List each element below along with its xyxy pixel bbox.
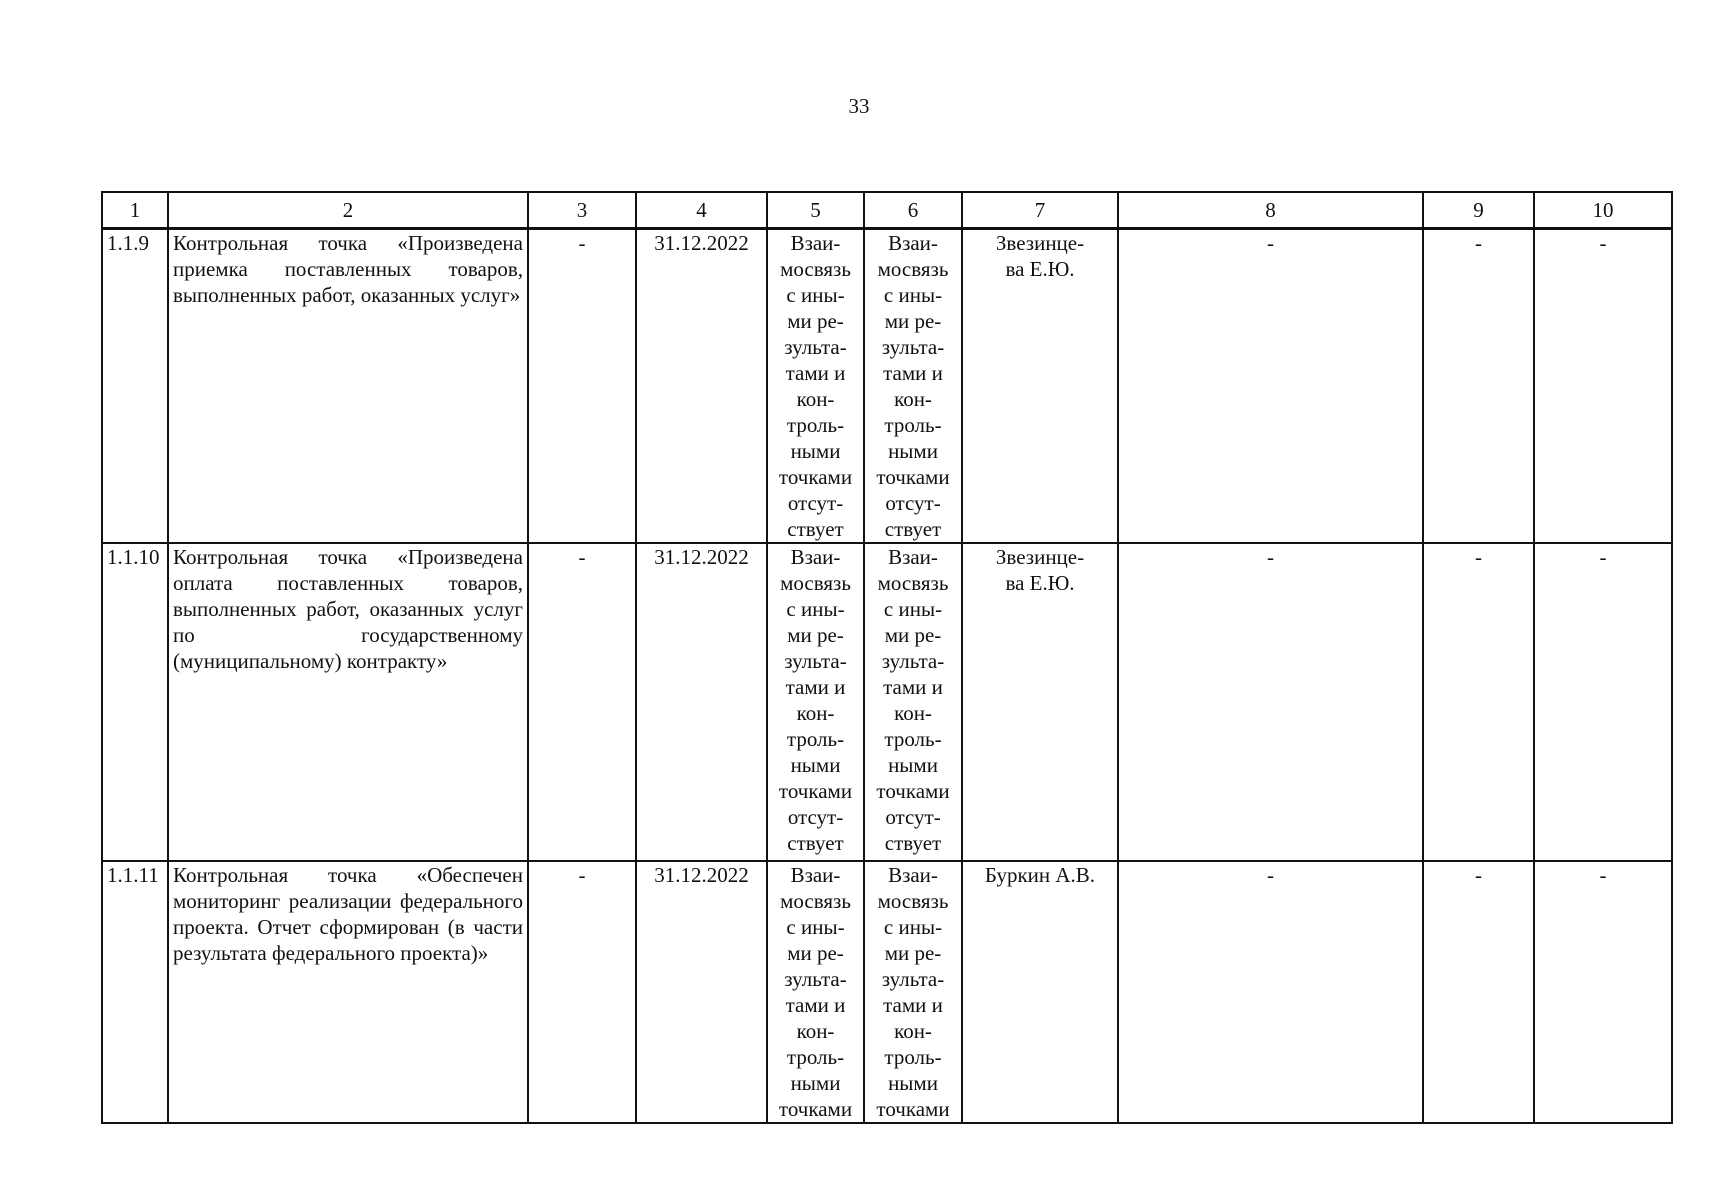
col10-value: - (1534, 861, 1672, 1123)
col8-value: - (1118, 861, 1423, 1123)
relation-line: кон- (796, 387, 835, 411)
relation-line: ствует (787, 517, 844, 541)
relation-line: троль- (884, 1045, 942, 1069)
relation-line: мосвязь (877, 889, 949, 913)
relation-cell-col5 (767, 229, 864, 544)
relation-line: ми ре- (884, 309, 942, 333)
responsible-line: Буркин А.В. (984, 863, 1096, 887)
relation-line: с ины- (786, 283, 845, 307)
relation-line: тами и (883, 993, 943, 1017)
header-col-4: 4 (636, 192, 767, 229)
relation-line: тами и (883, 675, 943, 699)
header-col-3: 3 (528, 192, 636, 229)
relation-line: Взаи- (888, 545, 938, 569)
relation-line: ствует (884, 831, 942, 855)
relation-line: кон- (796, 701, 835, 725)
relation-line: ми ре- (787, 941, 844, 965)
relation-line: тами и (785, 993, 846, 1017)
header-row (102, 192, 1672, 229)
relation-line: ными (790, 753, 841, 777)
relation-line: с ины- (786, 915, 845, 939)
table-row (102, 229, 1672, 544)
relation-cell-col5 (767, 543, 864, 861)
relation-cell-col6 (864, 229, 962, 544)
relation-line: троль- (786, 413, 845, 437)
relation-line: троль- (786, 727, 845, 751)
control-point-name: Контрольная точка «Произведена оплата поставленных товаров, выполненных работ, оказанных услуг по государственному (муниципальному) контракту» (168, 543, 528, 861)
relation-line: отсут- (787, 805, 844, 829)
relation-line: ствует (884, 517, 942, 541)
relation-line: кон- (796, 1019, 835, 1043)
relation-line: точками (876, 1097, 950, 1121)
relation-line: мосвязь (877, 571, 949, 595)
due-date: 31.12.2022 (636, 543, 767, 861)
relation-line: зульта- (881, 649, 945, 673)
due-date: 31.12.2022 (636, 229, 767, 544)
relation-cell-col6 (864, 543, 962, 861)
control-points-table (101, 191, 1673, 1124)
relation-line: ными (790, 439, 841, 463)
relation-line: отсут- (787, 491, 844, 515)
relation-line: мосвязь (780, 889, 851, 913)
relation-line: ми ре- (787, 309, 844, 333)
header-col-1: 1 (102, 192, 168, 229)
relation-line: точками (778, 465, 853, 489)
relation-line: ными (888, 1071, 938, 1095)
relation-line: ствует (787, 831, 844, 855)
page-number: 33 (848, 94, 870, 118)
relation-line: ными (790, 1071, 841, 1095)
control-point-name: Контрольная точка «Произведена приемка поставленных товаров, выполненных работ, оказанных услуг» (168, 229, 528, 544)
relation-line: с ины- (883, 283, 943, 307)
col10-value: - (1534, 229, 1672, 544)
relation-line: ми ре- (884, 623, 942, 647)
relation-line: Взаи- (790, 231, 841, 255)
relation-line: точками (876, 465, 950, 489)
row-number: 1.1.9 (102, 229, 168, 544)
header-col-2: 2 (168, 192, 528, 229)
relation-line: мосвязь (780, 571, 851, 595)
col8-value: - (1118, 229, 1423, 544)
relation-line: Взаи- (888, 863, 938, 887)
relation-line: точками (778, 1097, 853, 1121)
relation-line: троль- (884, 727, 942, 751)
relation-line: зульта- (784, 649, 847, 673)
relation-line: отсут- (885, 805, 941, 829)
col9-value: - (1423, 861, 1534, 1123)
relation-line: мосвязь (780, 257, 851, 281)
responsible-person (962, 229, 1118, 544)
relation-line: с ины- (786, 597, 845, 621)
col3-value: - (528, 543, 636, 861)
relation-line: зульта- (784, 335, 847, 359)
control-point-name: Контрольная точка «Обеспечен мониторинг реализации федерального проекта. Отчет сформирован (в части результата федерального проекта)» (168, 861, 528, 1123)
relation-line: троль- (884, 413, 942, 437)
relation-line: точками (876, 779, 950, 803)
relation-line: отсут- (885, 491, 941, 515)
relation-line: зульта- (784, 967, 847, 991)
relation-line: кон- (894, 701, 932, 725)
header-col-7: 7 (962, 192, 1118, 229)
due-date: 31.12.2022 (636, 861, 767, 1123)
table-row (102, 543, 1672, 861)
responsible-person (962, 543, 1118, 861)
responsible-line: Звезинце- (995, 545, 1085, 569)
responsible-line: ва Е.Ю. (1005, 257, 1075, 281)
relation-line: с ины- (883, 915, 943, 939)
relation-line: Взаи- (790, 545, 841, 569)
col3-value: - (528, 229, 636, 544)
header-col-6: 6 (864, 192, 962, 229)
responsible-line: Звезинце- (995, 231, 1085, 255)
col3-value: - (528, 861, 636, 1123)
relation-line: кон- (894, 1019, 932, 1043)
col10-value: - (1534, 543, 1672, 861)
header-col-9: 9 (1423, 192, 1534, 229)
relation-line: тами и (785, 361, 846, 385)
header-col-10: 10 (1534, 192, 1672, 229)
col9-value: - (1423, 229, 1534, 544)
relation-line: Взаи- (888, 231, 938, 255)
relation-line: зульта- (881, 967, 945, 991)
relation-line: кон- (894, 387, 932, 411)
relation-line: ми ре- (787, 623, 844, 647)
relation-line: троль- (786, 1045, 845, 1069)
relation-line: зульта- (881, 335, 945, 359)
relation-line: ми ре- (884, 941, 942, 965)
relation-line: точками (778, 779, 853, 803)
col9-value: - (1423, 543, 1534, 861)
relation-cell-col6 (864, 861, 962, 1123)
relation-line: ными (888, 439, 938, 463)
row-number: 1.1.10 (102, 543, 168, 861)
relation-line: с ины- (883, 597, 943, 621)
responsible-person (962, 861, 1118, 1123)
relation-line: ными (888, 753, 938, 777)
table-row (102, 861, 1672, 1123)
col8-value: - (1118, 543, 1423, 861)
relation-line: тами и (785, 675, 846, 699)
header-col-5: 5 (767, 192, 864, 229)
responsible-line: ва Е.Ю. (1005, 571, 1075, 595)
relation-cell-col5 (767, 861, 864, 1123)
header-col-8: 8 (1118, 192, 1423, 229)
relation-line: мосвязь (877, 257, 949, 281)
relation-line: Взаи- (790, 863, 841, 887)
row-number: 1.1.11 (102, 861, 168, 1123)
relation-line: тами и (883, 361, 943, 385)
